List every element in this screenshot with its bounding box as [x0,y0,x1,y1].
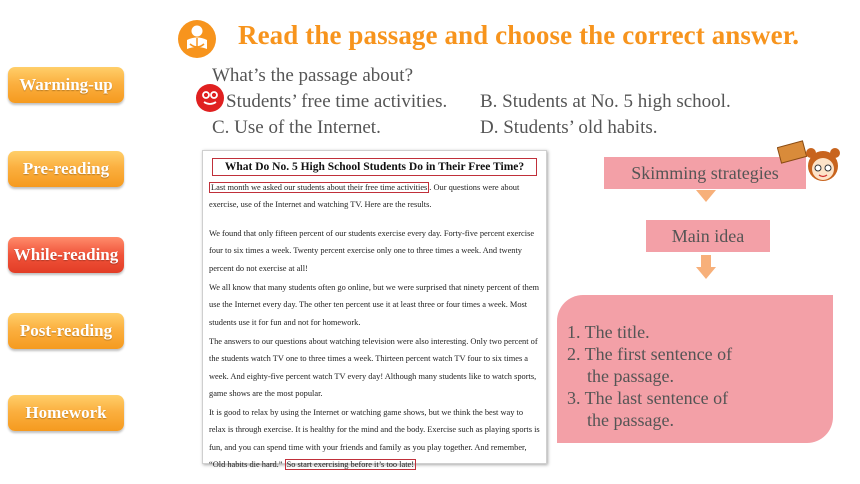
option-a[interactable]: Students’ free time activities. [226,91,448,112]
passage-paragraph-2: We found that only fifteen percent of our students exercise every day. Forty-five percent exercise four to six times a week. Twenty percent exercise only one to three times a week. And twenty percent do not exercise at all! [209,229,535,273]
girl-with-sign-icon [777,140,845,192]
nav-while-reading-button[interactable]: While-reading [8,237,124,273]
answer-marker-icon [196,84,224,112]
nav-post-reading-button[interactable]: Post-reading [8,313,124,349]
nav-warming-up-button[interactable]: Warming-up [8,67,124,103]
highlighted-last-sentence: So start exercising before it’s too late! [286,459,415,469]
main-idea-box: Main idea [646,220,770,252]
arrow-down-2-icon [696,255,716,281]
highlighted-first-sentence: Last month we asked our students about their free time activities [211,183,428,192]
option-c[interactable]: C. Use of the Internet. [212,117,381,138]
question-prompt: What’s the passage about? [212,65,414,86]
skimming-strategies-box: Skimming strategies [604,157,806,189]
arrow-down-1-icon [696,190,716,202]
tip-2-cont: the passage. [587,366,674,386]
page-title: Read the passage and choose the correct answer. [238,20,800,50]
tip-1: 1. The title. [567,322,650,342]
passage-paragraph-5: It is good to relax by using the Internet or watching game shows, but we think the best way to relax is through exercise. It is healthy for the mind and the body. Exercise such as playing sports is fun, and you can spend time with your friends and family as you play together. And remember, “Old habits die hard.” So start exercising before it’s too late! [209,408,540,469]
option-b[interactable]: B. Students at No. 5 high school. [480,91,731,112]
passage-paragraph-3: We all know that many students often go online, but we were surprised that ninety percent of them use the Internet every day. The other ten percent use it at least three or four times a week. Most students use it for fun and not for homework. [209,283,540,327]
tip-2: 2. The first sentence of [567,344,733,364]
option-d[interactable]: D. Students’ old habits. [480,117,658,138]
nav-pre-reading-button[interactable]: Pre-reading [8,151,124,187]
nav-homework-button[interactable]: Homework [8,395,124,431]
tip-3-cont: the passage. [587,410,674,430]
passage-title: What Do No. 5 High School Students Do in Their Free Time? [212,158,537,176]
passage-paragraph-4: The answers to our questions about watching television were also interesting. Only two percent of the students watch TV one to three times a week. Thirteen percent watch TV four to six times a week. And eighty-five percent watch TV every day! Although many students like to watch sports, game shows are the most popular. [209,337,538,398]
tip-3: 3. The last sentence of [567,388,729,408]
reading-person-icon [178,20,216,58]
passage-paragraph-1: Last month we asked our students about their free time activities . Our questions were about exercise, use of the Internet and watching TV. Here are the results. [209,183,520,210]
main-idea-tips-panel [557,295,833,443]
passage-panel [202,150,547,469]
